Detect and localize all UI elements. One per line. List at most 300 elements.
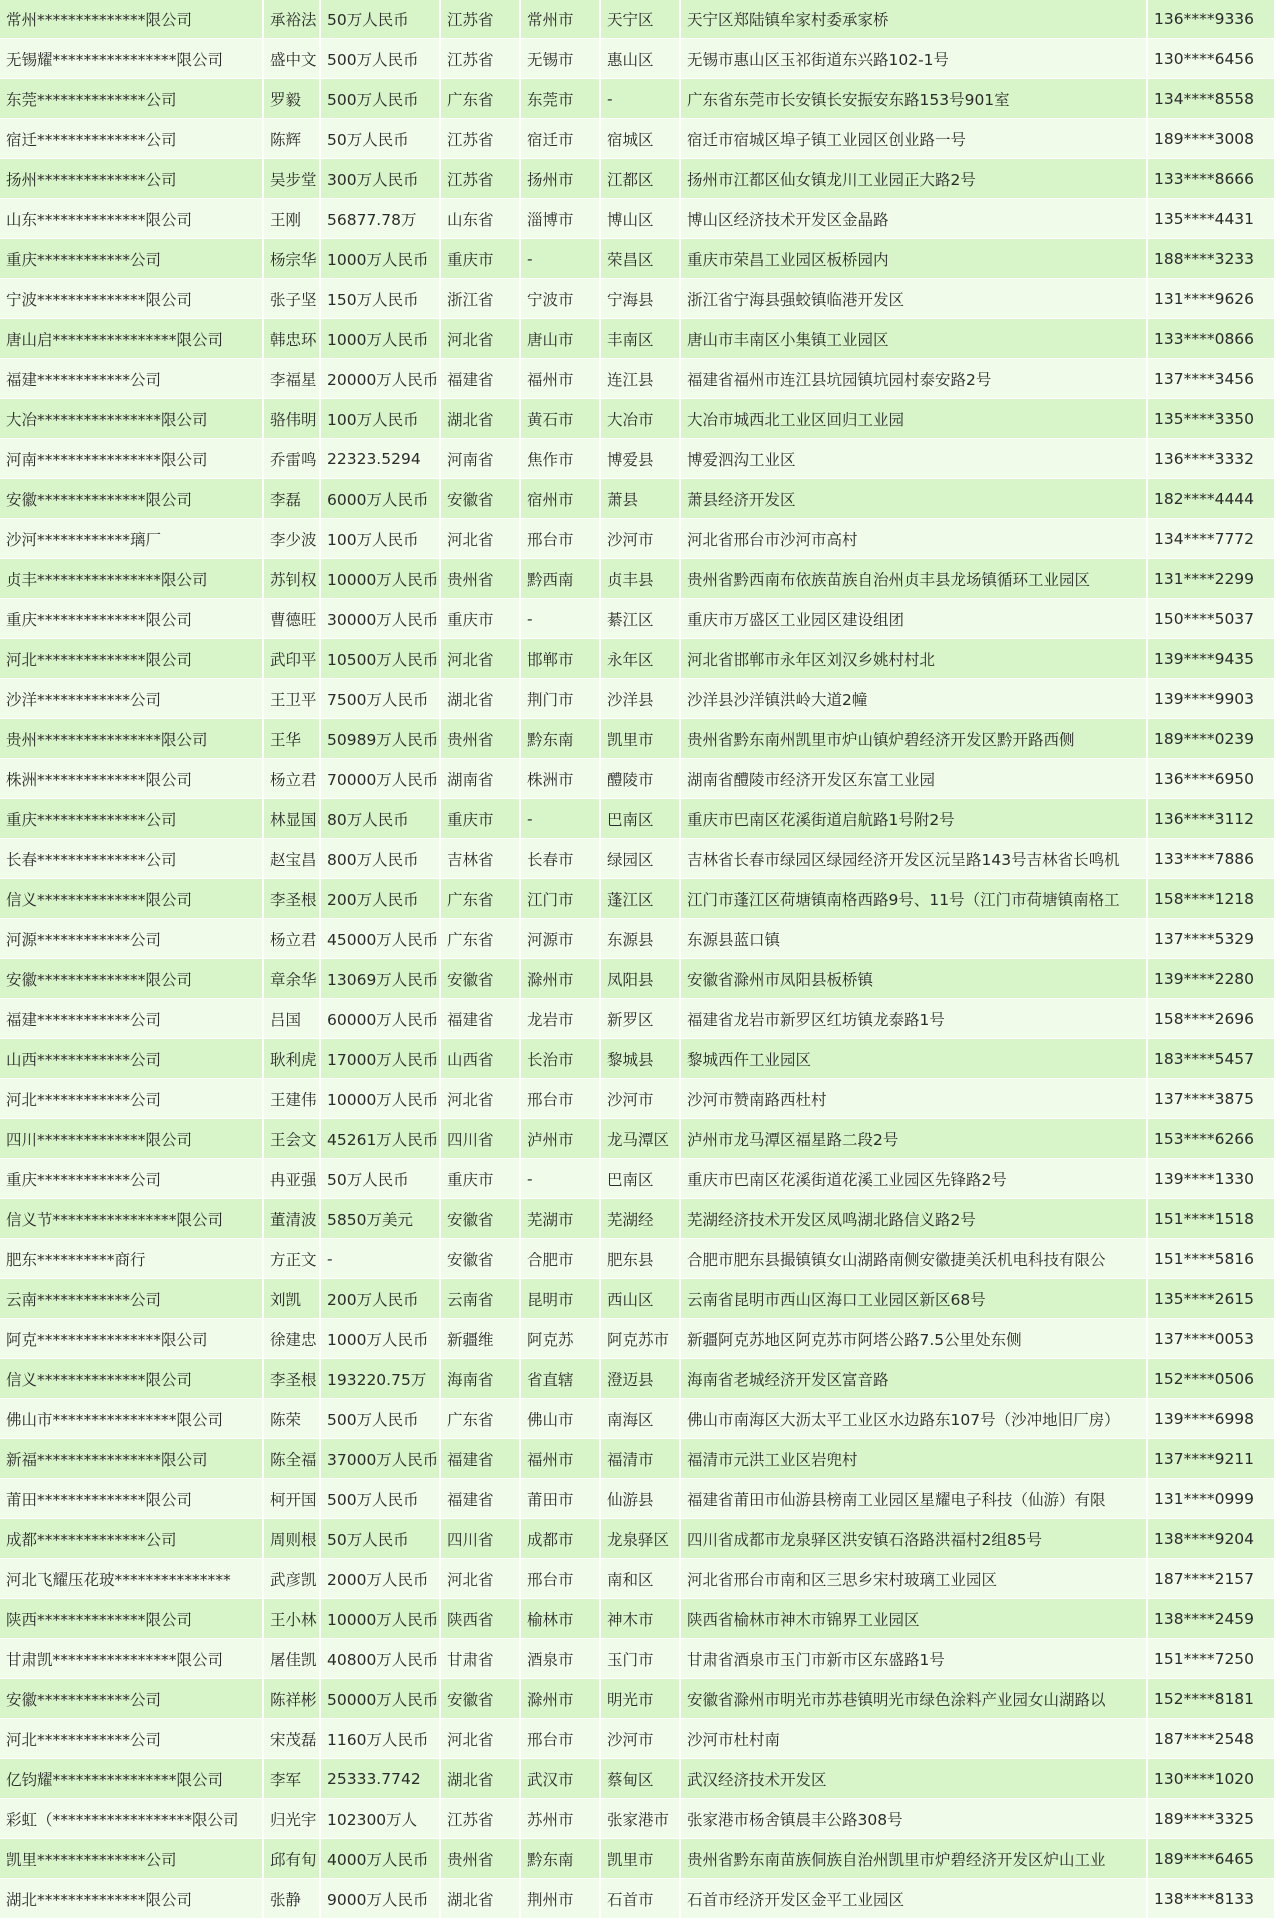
district-cell[interactable]: 凯里市 [600, 719, 680, 759]
address-cell[interactable]: 芜湖经济技术开发区凤鸣湖北路信义路2号 [680, 1199, 1147, 1239]
district-cell[interactable]: 阿克苏市 [600, 1319, 680, 1359]
legal-person-cell[interactable]: 屠佳凯 [263, 1639, 320, 1679]
registered-capital-cell[interactable]: 60000万人民币 [320, 999, 440, 1039]
address-cell[interactable]: 贵州省黔东南苗族侗族自治州凯里市炉碧经济开发区炉山工业 [680, 1839, 1147, 1879]
legal-person-cell[interactable]: 吕国 [263, 999, 320, 1039]
address-cell[interactable]: 博山区经济技术开发区金晶路 [680, 199, 1147, 239]
address-cell[interactable]: 四川省成都市龙泉驿区洪安镇石洛路洪福村2组85号 [680, 1519, 1147, 1559]
city-cell[interactable]: 苏州市 [520, 1799, 600, 1839]
legal-person-cell[interactable]: 武彦凯 [263, 1559, 320, 1599]
province-cell[interactable]: 安徽省 [440, 1679, 520, 1719]
phone-cell[interactable]: 158****1218 [1147, 879, 1275, 919]
registered-capital-cell[interactable]: 13069万人民币 [320, 959, 440, 999]
province-cell[interactable]: 河北省 [440, 1719, 520, 1759]
registered-capital-cell[interactable]: 45000万人民币 [320, 919, 440, 959]
province-cell[interactable]: 安徽省 [440, 959, 520, 999]
province-cell[interactable]: 甘肃省 [440, 1639, 520, 1679]
company-cell[interactable]: 重庆************公司 [0, 1159, 263, 1199]
district-cell[interactable]: 沙河市 [600, 519, 680, 559]
address-cell[interactable]: 泸州市龙马潭区福星路二段2号 [680, 1119, 1147, 1159]
company-cell[interactable]: 凯里**************公司 [0, 1839, 263, 1879]
phone-cell[interactable]: 139****1330 [1147, 1159, 1275, 1199]
registered-capital-cell[interactable]: 20000万人民币 [320, 359, 440, 399]
city-cell[interactable]: 泸州市 [520, 1119, 600, 1159]
registered-capital-cell[interactable]: 50万人民币 [320, 0, 440, 39]
province-cell[interactable]: 江苏省 [440, 39, 520, 79]
registered-capital-cell[interactable]: 30000万人民币 [320, 599, 440, 639]
registered-capital-cell[interactable]: 500万人民币 [320, 79, 440, 119]
registered-capital-cell[interactable]: 50989万人民币 [320, 719, 440, 759]
province-cell[interactable]: 山西省 [440, 1039, 520, 1079]
address-cell[interactable]: 宿迁市宿城区埠子镇工业园区创业路一号 [680, 119, 1147, 159]
district-cell[interactable]: 绿园区 [600, 839, 680, 879]
phone-cell[interactable]: 133****7886 [1147, 839, 1275, 879]
city-cell[interactable]: 合肥市 [520, 1239, 600, 1279]
phone-cell[interactable]: 139****2280 [1147, 959, 1275, 999]
city-cell[interactable]: 无锡市 [520, 39, 600, 79]
city-cell[interactable]: 株洲市 [520, 759, 600, 799]
company-cell[interactable]: 彩虹（******************限公司 [0, 1799, 263, 1839]
registered-capital-cell[interactable]: 6000万人民币 [320, 479, 440, 519]
district-cell[interactable]: 永年区 [600, 639, 680, 679]
province-cell[interactable]: 福建省 [440, 1479, 520, 1519]
registered-capital-cell[interactable]: 5850万美元 [320, 1199, 440, 1239]
legal-person-cell[interactable]: 陈荣 [263, 1399, 320, 1439]
legal-person-cell[interactable]: 杨宗华 [263, 239, 320, 279]
registered-capital-cell[interactable]: 40800万人民币 [320, 1639, 440, 1679]
address-cell[interactable]: 沙洋县沙洋镇洪岭大道2幢 [680, 679, 1147, 719]
province-cell[interactable]: 贵州省 [440, 1839, 520, 1879]
province-cell[interactable]: 云南省 [440, 1279, 520, 1319]
phone-cell[interactable]: 130****6456 [1147, 39, 1275, 79]
company-cell[interactable]: 四川**************限公司 [0, 1119, 263, 1159]
district-cell[interactable]: 凤阳县 [600, 959, 680, 999]
district-cell[interactable]: 綦江区 [600, 599, 680, 639]
province-cell[interactable]: 河北省 [440, 1079, 520, 1119]
company-cell[interactable]: 安徽************公司 [0, 1679, 263, 1719]
phone-cell[interactable]: 183****5457 [1147, 1039, 1275, 1079]
registered-capital-cell[interactable]: 200万人民币 [320, 1279, 440, 1319]
phone-cell[interactable]: 135****3350 [1147, 399, 1275, 439]
district-cell[interactable]: 沙河市 [600, 1719, 680, 1759]
registered-capital-cell[interactable]: 50万人民币 [320, 1519, 440, 1559]
phone-cell[interactable]: 136****9336 [1147, 0, 1275, 39]
province-cell[interactable]: 江苏省 [440, 119, 520, 159]
registered-capital-cell[interactable]: 100万人民币 [320, 519, 440, 559]
company-cell[interactable]: 长春**************公司 [0, 839, 263, 879]
district-cell[interactable]: 惠山区 [600, 39, 680, 79]
phone-cell[interactable]: 189****6465 [1147, 1839, 1275, 1879]
city-cell[interactable]: 莆田市 [520, 1479, 600, 1519]
registered-capital-cell[interactable]: 37000万人民币 [320, 1439, 440, 1479]
company-cell[interactable]: 安徽**************限公司 [0, 959, 263, 999]
company-cell[interactable]: 河北************公司 [0, 1079, 263, 1119]
company-cell[interactable]: 河北飞耀压花玻*************** [0, 1559, 263, 1599]
legal-person-cell[interactable]: 王卫平 [263, 679, 320, 719]
city-cell[interactable]: 黔东南 [520, 719, 600, 759]
registered-capital-cell[interactable]: 500万人民币 [320, 39, 440, 79]
city-cell[interactable]: 芜湖市 [520, 1199, 600, 1239]
district-cell[interactable]: 贞丰县 [600, 559, 680, 599]
legal-person-cell[interactable]: 归光宇 [263, 1799, 320, 1839]
phone-cell[interactable]: 153****6266 [1147, 1119, 1275, 1159]
province-cell[interactable]: 重庆市 [440, 599, 520, 639]
city-cell[interactable]: 省直辖 [520, 1359, 600, 1399]
province-cell[interactable]: 陕西省 [440, 1599, 520, 1639]
province-cell[interactable]: 四川省 [440, 1119, 520, 1159]
legal-person-cell[interactable]: 苏钊权 [263, 559, 320, 599]
address-cell[interactable]: 博爱泗沟工业区 [680, 439, 1147, 479]
phone-cell[interactable]: 189****3325 [1147, 1799, 1275, 1839]
address-cell[interactable]: 江门市蓬江区荷塘镇南格西路9号、11号（江门市荷塘镇南格工 [680, 879, 1147, 919]
company-cell[interactable]: 重庆**************公司 [0, 799, 263, 839]
registered-capital-cell[interactable]: 1000万人民币 [320, 1319, 440, 1359]
phone-cell[interactable]: 137****5329 [1147, 919, 1275, 959]
legal-person-cell[interactable]: 王会文 [263, 1119, 320, 1159]
address-cell[interactable]: 重庆市巴南区花溪街道花溪工业园区先锋路2号 [680, 1159, 1147, 1199]
legal-person-cell[interactable]: 承裕法 [263, 0, 320, 39]
legal-person-cell[interactable]: 周则根 [263, 1519, 320, 1559]
registered-capital-cell[interactable]: 7500万人民币 [320, 679, 440, 719]
registered-capital-cell[interactable]: 70000万人民币 [320, 759, 440, 799]
district-cell[interactable]: 西山区 [600, 1279, 680, 1319]
legal-person-cell[interactable]: 吴步堂 [263, 159, 320, 199]
company-cell[interactable]: 唐山启****************限公司 [0, 319, 263, 359]
legal-person-cell[interactable]: 章余华 [263, 959, 320, 999]
company-cell[interactable]: 贵州****************限公司 [0, 719, 263, 759]
company-cell[interactable]: 常州**************限公司 [0, 0, 263, 39]
city-cell[interactable]: 佛山市 [520, 1399, 600, 1439]
phone-cell[interactable]: 138****9204 [1147, 1519, 1275, 1559]
district-cell[interactable]: 福清市 [600, 1439, 680, 1479]
province-cell[interactable]: 河南省 [440, 439, 520, 479]
legal-person-cell[interactable]: 杨立君 [263, 759, 320, 799]
company-cell[interactable]: 山东**************限公司 [0, 199, 263, 239]
registered-capital-cell[interactable]: 150万人民币 [320, 279, 440, 319]
district-cell[interactable]: 仙游县 [600, 1479, 680, 1519]
registered-capital-cell[interactable]: 2000万人民币 [320, 1559, 440, 1599]
registered-capital-cell[interactable]: 45261万人民币 [320, 1119, 440, 1159]
address-cell[interactable]: 沙河市杜村南 [680, 1719, 1147, 1759]
phone-cell[interactable]: 131****2299 [1147, 559, 1275, 599]
legal-person-cell[interactable]: 耿利虎 [263, 1039, 320, 1079]
company-cell[interactable]: 新福****************限公司 [0, 1439, 263, 1479]
phone-cell[interactable]: 187****2548 [1147, 1719, 1275, 1759]
address-cell[interactable]: 浙江省宁海县强蛟镇临港开发区 [680, 279, 1147, 319]
legal-person-cell[interactable]: 刘凯 [263, 1279, 320, 1319]
district-cell[interactable]: - [600, 79, 680, 119]
legal-person-cell[interactable]: 骆伟明 [263, 399, 320, 439]
district-cell[interactable]: 醴陵市 [600, 759, 680, 799]
company-cell[interactable]: 东莞**************公司 [0, 79, 263, 119]
city-cell[interactable]: 黄石市 [520, 399, 600, 439]
province-cell[interactable]: 重庆市 [440, 1159, 520, 1199]
company-cell[interactable]: 成都**************公司 [0, 1519, 263, 1559]
city-cell[interactable]: 滁州市 [520, 959, 600, 999]
city-cell[interactable]: 滁州市 [520, 1679, 600, 1719]
district-cell[interactable]: 博山区 [600, 199, 680, 239]
phone-cell[interactable]: 133****8666 [1147, 159, 1275, 199]
registered-capital-cell[interactable]: 200万人民币 [320, 879, 440, 919]
phone-cell[interactable]: 138****2459 [1147, 1599, 1275, 1639]
province-cell[interactable]: 吉林省 [440, 839, 520, 879]
province-cell[interactable]: 江苏省 [440, 159, 520, 199]
city-cell[interactable]: 宿迁市 [520, 119, 600, 159]
company-cell[interactable]: 株洲**************限公司 [0, 759, 263, 799]
legal-person-cell[interactable]: 王建伟 [263, 1079, 320, 1119]
address-cell[interactable]: 贵州省黔东南州凯里市炉山镇炉碧经济开发区黔开路西侧 [680, 719, 1147, 759]
city-cell[interactable]: 长治市 [520, 1039, 600, 1079]
city-cell[interactable]: 福州市 [520, 359, 600, 399]
registered-capital-cell[interactable]: 10000万人民币 [320, 1599, 440, 1639]
province-cell[interactable]: 安徽省 [440, 479, 520, 519]
company-cell[interactable]: 亿钧耀****************限公司 [0, 1759, 263, 1799]
legal-person-cell[interactable]: 王小林 [263, 1599, 320, 1639]
registered-capital-cell[interactable]: 80万人民币 [320, 799, 440, 839]
district-cell[interactable]: 丰南区 [600, 319, 680, 359]
city-cell[interactable]: 河源市 [520, 919, 600, 959]
registered-capital-cell[interactable]: 193220.75万 [320, 1359, 440, 1399]
phone-cell[interactable]: 188****3233 [1147, 239, 1275, 279]
phone-cell[interactable]: 137****0053 [1147, 1319, 1275, 1359]
province-cell[interactable]: 浙江省 [440, 279, 520, 319]
district-cell[interactable]: 连江县 [600, 359, 680, 399]
legal-person-cell[interactable]: 冉亚强 [263, 1159, 320, 1199]
city-cell[interactable]: 阿克苏 [520, 1319, 600, 1359]
address-cell[interactable]: 萧县经济开发区 [680, 479, 1147, 519]
legal-person-cell[interactable]: 王华 [263, 719, 320, 759]
registered-capital-cell[interactable]: 300万人民币 [320, 159, 440, 199]
legal-person-cell[interactable]: 陈全福 [263, 1439, 320, 1479]
province-cell[interactable]: 贵州省 [440, 719, 520, 759]
address-cell[interactable]: 无锡市惠山区玉祁街道东兴路102-1号 [680, 39, 1147, 79]
address-cell[interactable]: 福建省龙岩市新罗区红坊镇龙泰路1号 [680, 999, 1147, 1039]
district-cell[interactable]: 天宁区 [600, 0, 680, 39]
district-cell[interactable]: 宿城区 [600, 119, 680, 159]
city-cell[interactable]: - [520, 1159, 600, 1199]
district-cell[interactable]: 澄迈县 [600, 1359, 680, 1399]
company-cell[interactable]: 沙河************璃厂 [0, 519, 263, 559]
address-cell[interactable]: 东源县蓝口镇 [680, 919, 1147, 959]
registered-capital-cell[interactable]: 500万人民币 [320, 1399, 440, 1439]
district-cell[interactable]: 沙洋县 [600, 679, 680, 719]
district-cell[interactable]: 蓬江区 [600, 879, 680, 919]
legal-person-cell[interactable]: 李少波 [263, 519, 320, 559]
city-cell[interactable]: 焦作市 [520, 439, 600, 479]
address-cell[interactable]: 贵州省黔西南布依族苗族自治州贞丰县龙场镇循环工业园区 [680, 559, 1147, 599]
phone-cell[interactable]: 139****9903 [1147, 679, 1275, 719]
company-cell[interactable]: 阿克****************限公司 [0, 1319, 263, 1359]
address-cell[interactable]: 张家港市杨舍镇晨丰公路308号 [680, 1799, 1147, 1839]
address-cell[interactable]: 福建省莆田市仙游县榜南工业园区星耀电子科技（仙游）有限 [680, 1479, 1147, 1519]
province-cell[interactable]: 广东省 [440, 879, 520, 919]
phone-cell[interactable]: 137****3456 [1147, 359, 1275, 399]
phone-cell[interactable]: 189****3008 [1147, 119, 1275, 159]
company-cell[interactable]: 河南****************限公司 [0, 439, 263, 479]
registered-capital-cell[interactable]: 10000万人民币 [320, 1079, 440, 1119]
district-cell[interactable]: 凯里市 [600, 1839, 680, 1879]
address-cell[interactable]: 唐山市丰南区小集镇工业园区 [680, 319, 1147, 359]
district-cell[interactable]: 萧县 [600, 479, 680, 519]
phone-cell[interactable]: 150****5037 [1147, 599, 1275, 639]
province-cell[interactable]: 福建省 [440, 1439, 520, 1479]
company-cell[interactable]: 信义节****************限公司 [0, 1199, 263, 1239]
province-cell[interactable]: 四川省 [440, 1519, 520, 1559]
city-cell[interactable]: 酒泉市 [520, 1639, 600, 1679]
district-cell[interactable]: 巴南区 [600, 1159, 680, 1199]
province-cell[interactable]: 广东省 [440, 1399, 520, 1439]
phone-cell[interactable]: 131****0999 [1147, 1479, 1275, 1519]
legal-person-cell[interactable]: 乔雷鸣 [263, 439, 320, 479]
company-cell[interactable]: 扬州**************公司 [0, 159, 263, 199]
district-cell[interactable]: 新罗区 [600, 999, 680, 1039]
phone-cell[interactable]: 135****4431 [1147, 199, 1275, 239]
province-cell[interactable]: 河北省 [440, 519, 520, 559]
legal-person-cell[interactable]: 方正文 [263, 1239, 320, 1279]
legal-person-cell[interactable]: 王刚 [263, 199, 320, 239]
district-cell[interactable]: 南和区 [600, 1559, 680, 1599]
registered-capital-cell[interactable]: 50万人民币 [320, 119, 440, 159]
phone-cell[interactable]: 137****9211 [1147, 1439, 1275, 1479]
phone-cell[interactable]: 152****0506 [1147, 1359, 1275, 1399]
company-cell[interactable]: 贞丰****************限公司 [0, 559, 263, 599]
district-cell[interactable]: 沙河市 [600, 1079, 680, 1119]
registered-capital-cell[interactable]: 56877.78万 [320, 199, 440, 239]
city-cell[interactable]: 邢台市 [520, 1559, 600, 1599]
phone-cell[interactable]: 189****0239 [1147, 719, 1275, 759]
address-cell[interactable]: 吉林省长春市绿园区绿园经济开发区沅呈路143号吉林省长鸣机 [680, 839, 1147, 879]
city-cell[interactable]: 淄博市 [520, 199, 600, 239]
province-cell[interactable]: 广东省 [440, 79, 520, 119]
company-cell[interactable]: 宿迁**************公司 [0, 119, 263, 159]
legal-person-cell[interactable]: 盛中文 [263, 39, 320, 79]
legal-person-cell[interactable]: 柯开国 [263, 1479, 320, 1519]
city-cell[interactable]: 唐山市 [520, 319, 600, 359]
phone-cell[interactable]: 138****8133 [1147, 1879, 1275, 1919]
legal-person-cell[interactable]: 李圣根 [263, 879, 320, 919]
registered-capital-cell[interactable]: - [320, 1239, 440, 1279]
legal-person-cell[interactable]: 韩忠环 [263, 319, 320, 359]
address-cell[interactable]: 大冶市城西北工业区回归工业园 [680, 399, 1147, 439]
province-cell[interactable]: 湖北省 [440, 679, 520, 719]
district-cell[interactable]: 宁海县 [600, 279, 680, 319]
district-cell[interactable]: 江都区 [600, 159, 680, 199]
address-cell[interactable]: 合肥市肥东县撮镇镇女山湖路南侧安徽捷美沃机电科技有限公 [680, 1239, 1147, 1279]
company-cell[interactable]: 信义**************限公司 [0, 1359, 263, 1399]
legal-person-cell[interactable]: 董清波 [263, 1199, 320, 1239]
address-cell[interactable]: 安徽省滁州市凤阳县板桥镇 [680, 959, 1147, 999]
address-cell[interactable]: 河北省邯郸市永年区刘汉乡姚村村北 [680, 639, 1147, 679]
registered-capital-cell[interactable]: 800万人民币 [320, 839, 440, 879]
legal-person-cell[interactable]: 邱有旬 [263, 1839, 320, 1879]
district-cell[interactable]: 黎城县 [600, 1039, 680, 1079]
city-cell[interactable]: 龙岩市 [520, 999, 600, 1039]
registered-capital-cell[interactable]: 10000万人民币 [320, 559, 440, 599]
company-cell[interactable]: 河北**************限公司 [0, 639, 263, 679]
registered-capital-cell[interactable]: 1000万人民币 [320, 239, 440, 279]
district-cell[interactable]: 张家港市 [600, 1799, 680, 1839]
province-cell[interactable]: 重庆市 [440, 239, 520, 279]
province-cell[interactable]: 河北省 [440, 1559, 520, 1599]
registered-capital-cell[interactable]: 50万人民币 [320, 1159, 440, 1199]
legal-person-cell[interactable]: 李磊 [263, 479, 320, 519]
company-cell[interactable]: 沙洋************公司 [0, 679, 263, 719]
address-cell[interactable]: 河北省邢台市南和区三思乡宋村玻璃工业园区 [680, 1559, 1147, 1599]
district-cell[interactable]: 巴南区 [600, 799, 680, 839]
province-cell[interactable]: 安徽省 [440, 1239, 520, 1279]
city-cell[interactable]: 邯郸市 [520, 639, 600, 679]
registered-capital-cell[interactable]: 4000万人民币 [320, 1839, 440, 1879]
company-cell[interactable]: 宁波**************限公司 [0, 279, 263, 319]
company-cell[interactable]: 河源************公司 [0, 919, 263, 959]
province-cell[interactable]: 贵州省 [440, 559, 520, 599]
district-cell[interactable]: 博爱县 [600, 439, 680, 479]
address-cell[interactable]: 陕西省榆林市神木市锦界工业园区 [680, 1599, 1147, 1639]
city-cell[interactable]: 扬州市 [520, 159, 600, 199]
legal-person-cell[interactable]: 宋茂磊 [263, 1719, 320, 1759]
city-cell[interactable]: 荆门市 [520, 679, 600, 719]
city-cell[interactable]: 武汉市 [520, 1759, 600, 1799]
company-cell[interactable]: 山西************公司 [0, 1039, 263, 1079]
district-cell[interactable]: 蔡甸区 [600, 1759, 680, 1799]
company-cell[interactable]: 莆田**************限公司 [0, 1479, 263, 1519]
district-cell[interactable]: 神木市 [600, 1599, 680, 1639]
city-cell[interactable]: 长春市 [520, 839, 600, 879]
phone-cell[interactable]: 152****8181 [1147, 1679, 1275, 1719]
province-cell[interactable]: 海南省 [440, 1359, 520, 1399]
company-cell[interactable]: 信义**************限公司 [0, 879, 263, 919]
city-cell[interactable]: 宁波市 [520, 279, 600, 319]
city-cell[interactable]: 常州市 [520, 0, 600, 39]
legal-person-cell[interactable]: 杨立君 [263, 919, 320, 959]
legal-person-cell[interactable]: 徐建忠 [263, 1319, 320, 1359]
province-cell[interactable]: 湖北省 [440, 1759, 520, 1799]
province-cell[interactable]: 湖南省 [440, 759, 520, 799]
address-cell[interactable]: 广东省东莞市长安镇长安振安东路153号901室 [680, 79, 1147, 119]
legal-person-cell[interactable]: 张静 [263, 1879, 320, 1919]
phone-cell[interactable]: 136****3112 [1147, 799, 1275, 839]
district-cell[interactable]: 明光市 [600, 1679, 680, 1719]
legal-person-cell[interactable]: 张子坚 [263, 279, 320, 319]
legal-person-cell[interactable]: 林显国 [263, 799, 320, 839]
city-cell[interactable]: 宿州市 [520, 479, 600, 519]
phone-cell[interactable]: 135****2615 [1147, 1279, 1275, 1319]
legal-person-cell[interactable]: 李福星 [263, 359, 320, 399]
district-cell[interactable]: 肥东县 [600, 1239, 680, 1279]
city-cell[interactable]: 昆明市 [520, 1279, 600, 1319]
registered-capital-cell[interactable]: 500万人民币 [320, 1479, 440, 1519]
address-cell[interactable]: 福清市元洪工业区岩兜村 [680, 1439, 1147, 1479]
registered-capital-cell[interactable]: 25333.7742 [320, 1759, 440, 1799]
registered-capital-cell[interactable]: 17000万人民币 [320, 1039, 440, 1079]
city-cell[interactable]: 榆林市 [520, 1599, 600, 1639]
phone-cell[interactable]: 134****7772 [1147, 519, 1275, 559]
address-cell[interactable]: 石首市经济开发区金平工业园区 [680, 1879, 1147, 1919]
district-cell[interactable]: 芜湖经 [600, 1199, 680, 1239]
address-cell[interactable]: 重庆市巴南区花溪街道启航路1号附2号 [680, 799, 1147, 839]
city-cell[interactable]: 东莞市 [520, 79, 600, 119]
city-cell[interactable]: - [520, 799, 600, 839]
district-cell[interactable]: 玉门市 [600, 1639, 680, 1679]
legal-person-cell[interactable]: 罗毅 [263, 79, 320, 119]
company-cell[interactable]: 安徽**************限公司 [0, 479, 263, 519]
registered-capital-cell[interactable]: 22323.5294 [320, 439, 440, 479]
legal-person-cell[interactable]: 赵宝昌 [263, 839, 320, 879]
address-cell[interactable]: 湖南省醴陵市经济开发区东富工业园 [680, 759, 1147, 799]
address-cell[interactable]: 重庆市荣昌工业园区板桥园内 [680, 239, 1147, 279]
company-cell[interactable]: 陕西**************限公司 [0, 1599, 263, 1639]
company-cell[interactable]: 重庆************公司 [0, 239, 263, 279]
